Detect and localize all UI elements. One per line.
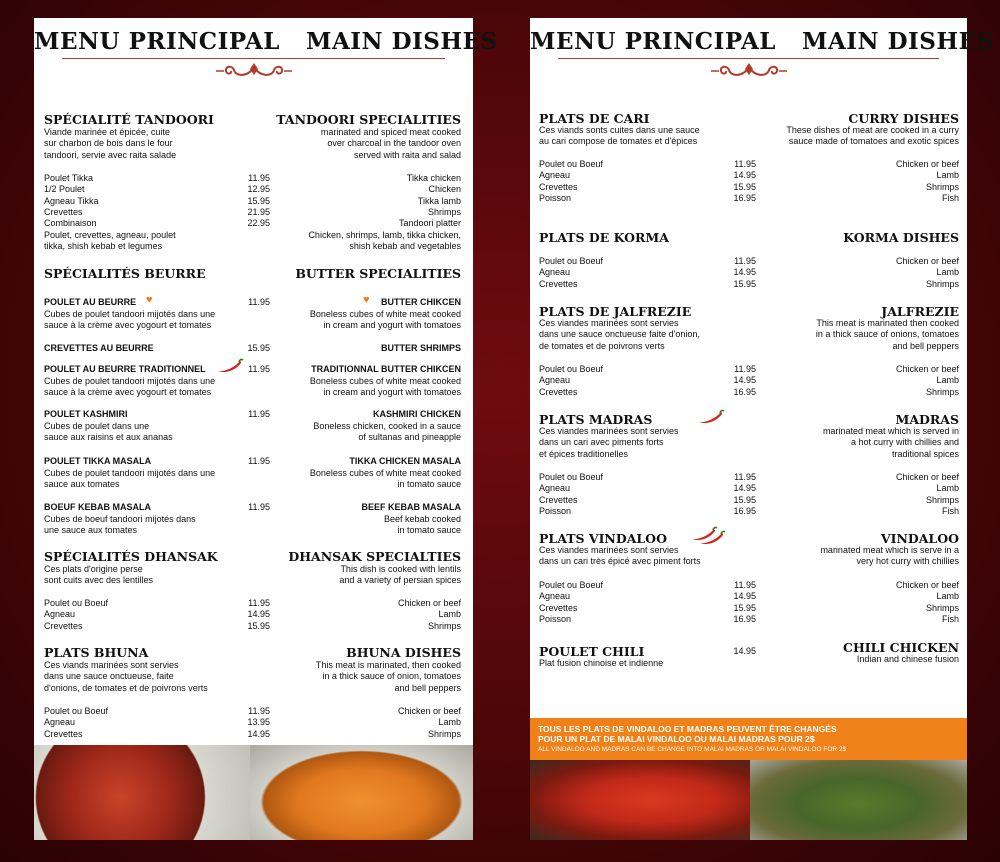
menu-item-en: Fish xyxy=(941,192,959,203)
menu-item-price: 11.95 xyxy=(248,598,270,608)
section-desc-fr: Ces viandes marinées sont servies xyxy=(539,545,679,555)
banner-line-3: ALL VINDALOO AND MADRAS CAN BE CHANGE INTO MALAI MADRAS OR MALAI VINDALOO FOR 2$ xyxy=(538,746,847,753)
menu-item-price: 13.95 xyxy=(247,717,270,728)
dish-desc-en: Boneless cubes of white meat cooked xyxy=(309,375,461,386)
dish-price: 11.95 xyxy=(248,456,270,466)
banner-line-1: TOUS LES PLATS DE VINDALOO ET MADRAS PEUVENT ÊTRE CHANGÉS xyxy=(538,724,837,734)
menu-item-price: 11.95 xyxy=(734,159,756,169)
dish-desc-en: in tomato sauce xyxy=(397,478,461,489)
dish-desc-fr: Cubes de poulet tandoori mijotés dans une xyxy=(44,308,216,319)
menu-item-fr: Poulet Tikka xyxy=(44,173,94,183)
menu-item-fr: Combinaison xyxy=(44,218,97,229)
menu-item-en: Chicken, shrimps, lamb, tikka chicken, xyxy=(308,229,461,240)
menu-item-en: Shrimps xyxy=(427,206,461,217)
menu-item-en: Chicken or beef xyxy=(397,706,461,716)
section-desc-fr: Viande marinée et épicée, cuite xyxy=(44,127,170,137)
menu-item-price: 11.95 xyxy=(734,472,756,482)
menu-item-price: 14.95 xyxy=(733,170,756,181)
menu-item-fr: Agneau xyxy=(539,591,571,602)
menu-item-en: Shrimps xyxy=(925,494,959,505)
heart-icon: ♥ xyxy=(363,294,370,306)
dish-desc-fr: sauce aux tomates xyxy=(44,478,120,489)
section-desc-en: and a variety of persian spices xyxy=(339,575,461,586)
menu-item-price: 15.95 xyxy=(733,181,756,192)
dish-desc-fr: Cubes de poulet tandoori mijotés dans une xyxy=(44,375,216,386)
dish-name-fr: POULET TIKKA MASALA xyxy=(44,456,152,466)
menu-item-price: 11.95 xyxy=(734,256,756,266)
menu-item-fr: Agneau xyxy=(44,609,76,620)
menu-item-en: Shrimps xyxy=(427,620,461,631)
dish-desc-fr: une sauce aux tomates xyxy=(44,524,138,535)
section-desc-en: marinated and spiced meat cooked xyxy=(320,127,461,137)
section-title-fr: PLATS BHUNA xyxy=(44,645,149,660)
food-photo-strip xyxy=(530,760,967,840)
menu-item-en: Lamb xyxy=(936,591,959,602)
section-desc-fr: dans un cari très épicé avec piment forts xyxy=(539,556,701,567)
header-rule xyxy=(62,58,445,59)
menu-item-en: Chicken or beef xyxy=(895,159,959,169)
menu-item-fr: Poisson xyxy=(539,613,572,624)
menu-item-fr: Poulet ou Boeuf xyxy=(539,364,604,374)
section-desc-en: marinated meat which is served in xyxy=(822,426,959,436)
section-desc-en: and bell peppers xyxy=(394,682,461,693)
section-desc-fr: Ces viands sonts cuites dans une sauce xyxy=(539,125,700,135)
menu-item-en: Fish xyxy=(941,505,959,516)
menu-item-fr: Poisson xyxy=(539,505,572,516)
menu-item-en: Shrimps xyxy=(925,386,959,397)
section-desc-en: sauce made of tomatoes and exotic spices xyxy=(788,136,959,147)
dish-price: 14.95 xyxy=(733,646,756,656)
dish-name-en: KASHMIRI CHICKEN xyxy=(372,409,461,419)
menu-item-price: 14.95 xyxy=(247,728,270,739)
section-title-en: MADRAS xyxy=(895,412,959,427)
section-desc-fr: Ces viandes marinées sont servies xyxy=(539,318,679,328)
menu-item-fr: Poulet ou Boeuf xyxy=(539,256,604,266)
dish-name-en: BUTTER CHIKCEN xyxy=(381,297,461,307)
section-desc-en: This meat is marinated, then cooked xyxy=(315,660,461,670)
menu-item-en: Lamb xyxy=(438,717,461,728)
menu-item-price: 14.95 xyxy=(733,375,756,386)
dish-price: 15.95 xyxy=(247,343,270,353)
menu-panel-right xyxy=(530,18,994,840)
menu-item-price: 15.95 xyxy=(733,494,756,505)
dish-name-fr: CREVETTES AU BEURRE xyxy=(44,343,154,353)
dish-desc-fr: Cubes de poulet tandoori mijotés dans une xyxy=(44,467,216,478)
section-desc-en: in a thick sauce of onion, tomatoes xyxy=(322,671,461,682)
section-desc-fr: au cari compose de tomates et d'épices xyxy=(539,136,698,147)
menu-item-en: Shrimps xyxy=(925,278,959,289)
scroll-ornament-icon xyxy=(214,61,294,83)
menu-item-fr: Agneau Tikka xyxy=(44,195,99,206)
section-desc-fr: Ces viandes marinées sont servies xyxy=(539,426,679,436)
food-photo-strip xyxy=(34,745,473,840)
section-desc-fr: Ces plats d'origine perse xyxy=(44,564,143,574)
menu-item-en: Fish xyxy=(941,613,959,624)
menu-item-fr: Poulet, crevettes, agneau, poulet xyxy=(44,229,176,240)
dish-desc-en: Boneless cubes of white meat cooked xyxy=(309,308,461,319)
menu-item-en: Shrimps xyxy=(925,602,959,613)
section-title-en: BHUNA DISHES xyxy=(346,645,461,660)
header-fr: MENU PRINCIPAL xyxy=(34,28,280,55)
scroll-ornament-icon xyxy=(709,61,789,83)
menu-item-price: 14.95 xyxy=(733,267,756,278)
menu-item-fr: Crevettes xyxy=(539,278,578,289)
dish-name-en: BEEF KEBAB MASALA xyxy=(361,502,461,512)
menu-item-fr: Crevettes xyxy=(539,181,578,192)
saag-photo xyxy=(750,760,967,840)
menu-item-price: 22.95 xyxy=(247,218,270,229)
section-desc-fr: Plat fusion chinoise et indienne xyxy=(539,658,664,668)
menu-item-price: 15.95 xyxy=(247,195,270,206)
dish-name-en: BUTTER SHRIMPS xyxy=(380,343,461,353)
section-title-en: JALFREZIE xyxy=(881,304,959,319)
vindaloo-photo xyxy=(530,760,750,840)
menu-item-fr: Agneau xyxy=(539,483,571,494)
section-desc-fr: d'onions, de tomates et de poivrons verts xyxy=(44,682,208,693)
section-desc-fr: de tomates et de poivrons verts xyxy=(539,340,665,351)
menu-item-price: 15.95 xyxy=(733,278,756,289)
section-title-fr: PLATS MADRAS xyxy=(539,412,653,427)
menu-item-en: Tikka chicken xyxy=(406,173,461,183)
menu-item-fr: Poulet ou Boeuf xyxy=(44,598,109,608)
menu-item-en: Lamb xyxy=(936,375,959,386)
header-rule xyxy=(558,58,939,59)
tandoori-chicken-photo xyxy=(34,745,250,840)
dish-name-en: TRADITIONNAL BUTTER CHIKCEN xyxy=(311,364,461,374)
menu-item-en: Chicken or beef xyxy=(895,472,959,482)
menu-item-en: Chicken or beef xyxy=(895,256,959,266)
section-title-en: CHILI CHICKEN xyxy=(843,640,959,655)
menu-item-en: Chicken or beef xyxy=(397,598,461,608)
section-title-fr: PLATS DE JALFREZIE xyxy=(539,304,692,319)
menu-item-en: Chicken xyxy=(428,184,461,195)
section-desc-en: traditional spices xyxy=(891,448,959,459)
menu-item-en: Lamb xyxy=(438,609,461,620)
menu-item-fr: Poulet ou Boeuf xyxy=(539,580,604,590)
dish-desc-en: in tomato sauce xyxy=(397,524,461,535)
menu-item-fr: Agneau xyxy=(539,170,571,181)
chili-pepper-icon xyxy=(696,530,726,546)
section-title-fr: SPÉCIALITÉ TANDOORI xyxy=(44,112,214,127)
menu-header xyxy=(530,28,994,55)
chili-pepper-icon xyxy=(214,358,244,374)
menu-header xyxy=(34,28,498,55)
section-desc-en: in a thick sauce of onions, tomatoes xyxy=(815,329,959,340)
dish-desc-en: Boneless cubes of white meat cooked xyxy=(309,467,461,478)
dish-name-en: TIKKA CHICKEN MASALA xyxy=(349,456,461,466)
section-desc-en: This dish is cooked with lentils xyxy=(340,564,461,574)
section-title-en: KORMA DISHES xyxy=(843,230,959,245)
dish-desc-en: in cream and yogurt with tomatoes xyxy=(323,386,461,397)
section-desc-en: a hot curry with chillies and xyxy=(850,437,959,448)
dish-price: 11.95 xyxy=(248,502,270,512)
section-desc-en: Indian and chinese fusion xyxy=(856,654,959,664)
section-desc-en: served with raita and salad xyxy=(353,149,461,160)
header-en: MAIN DISHES xyxy=(801,28,994,55)
dish-price: 11.95 xyxy=(248,364,270,374)
menu-item-fr: tikka, shish kebab et legumes xyxy=(44,240,163,251)
menu-item-fr: Poulet ou Boeuf xyxy=(44,706,109,716)
dish-name-fr: POULET AU BEURRE TRADITIONNEL xyxy=(44,364,206,374)
section-desc-en: and bell peppers xyxy=(892,340,959,351)
dish-desc-fr: sauce à la crème avec yogourt et tomates xyxy=(44,386,212,397)
vindaloo-madras-banner xyxy=(530,718,967,760)
dish-desc-en: of sultanas and pineapple xyxy=(358,431,461,442)
heart-icon: ♥ xyxy=(146,294,153,306)
menu-item-en: Chicken or beef xyxy=(895,364,959,374)
menu-item-fr: Poulet ou Boeuf xyxy=(539,472,604,482)
dish-desc-en: Beef kebab cooked xyxy=(383,513,461,524)
menu-item-fr: Agneau xyxy=(539,375,571,386)
menu-item-en: Lamb xyxy=(936,267,959,278)
menu-item-en: Shrimps xyxy=(925,181,959,192)
section-desc-fr: tandoori, servie avec raita salade xyxy=(44,149,177,160)
dish-desc-fr: sauce aux raisins et aux ananas xyxy=(44,431,173,442)
menu-item-en: Lamb xyxy=(936,170,959,181)
dish-name-fr: BOEUF KEBAB MASALA xyxy=(44,502,151,512)
section-title-en: DHANSAK SPECIALTIES xyxy=(288,549,461,564)
section-title-en: BUTTER SPECIALITIES xyxy=(295,266,461,281)
menu-item-fr: Crevettes xyxy=(44,206,83,217)
section-desc-en: These dishes of meat are cooked in a curry xyxy=(786,125,959,135)
section-desc-fr: dans une sauce onctueuse faite d'onion, xyxy=(539,329,700,340)
menu-item-price: 11.95 xyxy=(248,173,270,183)
butter-chicken-photo xyxy=(250,745,473,840)
menu-item-fr: Crevettes xyxy=(539,602,578,613)
dish-name-fr: POULET KASHMIRI xyxy=(44,409,128,419)
section-desc-en: marinated meat which is serve in a xyxy=(820,545,959,555)
menu-item-en: Lamb xyxy=(936,483,959,494)
section-title-fr: PLATS VINDALOO xyxy=(539,531,667,546)
menu-item-price: 15.95 xyxy=(733,602,756,613)
chili-pepper-icon xyxy=(695,409,725,425)
dish-price: 11.95 xyxy=(248,409,270,419)
section-title-en: VINDALOO xyxy=(880,531,959,546)
dish-desc-en: Boneless chicken, cooked in a sauce xyxy=(313,420,461,431)
section-desc-fr: dans une sauce onctueuse, faite xyxy=(44,671,174,682)
menu-item-price: 11.95 xyxy=(248,706,270,716)
dish-name-fr: POULET AU BEURRE xyxy=(44,297,137,307)
dish-desc-en: in cream and yogurt with tomatoes xyxy=(323,319,461,330)
menu-panel-left xyxy=(34,18,498,840)
menu-item-price: 16.95 xyxy=(733,386,756,397)
section-title-en: TANDOORI SPECIALITIES xyxy=(276,112,461,127)
section-desc-en: This meat is marinated then cooked xyxy=(816,318,959,328)
dish-price: 11.95 xyxy=(248,297,270,307)
section-desc-fr: et épices traditionelles xyxy=(539,448,629,459)
section-desc-fr: sur charbon de bois dans le four xyxy=(44,138,173,149)
menu-item-price: 16.95 xyxy=(733,505,756,516)
dish-desc-fr: sauce à la crème avec yogourt et tomates xyxy=(44,319,212,330)
menu-item-price: 14.95 xyxy=(733,483,756,494)
section-desc-fr: sont cuits avec des lentilles xyxy=(44,575,154,586)
section-desc-en: very hot curry with chillies xyxy=(856,556,959,567)
menu-item-price: 15.95 xyxy=(247,620,270,631)
menu-item-price: 14.95 xyxy=(247,609,270,620)
section-title-fr: PLATS DE CARI xyxy=(539,111,650,126)
menu-item-fr: 1/2 Poulet xyxy=(44,184,85,195)
menu-item-en: Chicken or beef xyxy=(895,580,959,590)
menu-item-price: 11.95 xyxy=(734,580,756,590)
menu-item-price: 12.95 xyxy=(247,184,270,195)
menu-item-fr: Poisson xyxy=(539,192,572,203)
section-title-fr: SPÉCIALITÉS DHANSAK xyxy=(44,549,218,564)
menu-item-price: 14.95 xyxy=(733,591,756,602)
section-desc-fr: Ces viands marinées sont servies xyxy=(44,660,179,670)
header-en: MAIN DISHES xyxy=(305,28,498,55)
menu-item-fr: Crevettes xyxy=(539,386,578,397)
section-title-fr: POULET CHILI xyxy=(539,644,645,659)
menu-item-fr: Poulet ou Boeuf xyxy=(539,159,604,169)
menu-item-fr: Crevettes xyxy=(539,494,578,505)
section-title-fr: SPÉCIALITÉS BEURRE xyxy=(44,266,206,281)
menu-item-en: Shrimps xyxy=(427,728,461,739)
menu-item-fr: Crevettes xyxy=(44,728,83,739)
section-title-fr: PLATS DE KORMA xyxy=(539,230,669,245)
menu-item-en: Tandoori platter xyxy=(398,218,461,229)
menu-item-price: 21.95 xyxy=(247,206,270,217)
menu-item-price: 16.95 xyxy=(733,613,756,624)
dish-desc-fr: Cubes de poulet dans une xyxy=(44,420,150,431)
menu-item-fr: Agneau xyxy=(539,267,571,278)
menu-item-price: 11.95 xyxy=(734,364,756,374)
menu-item-en: shish kebab and vegetables xyxy=(349,240,461,251)
section-title-en: CURRY DISHES xyxy=(848,111,959,126)
banner-line-2: POUR UN PLAT DE MALAI VINDALOO OU MALAI MADRAS POUR 2$ xyxy=(538,734,815,744)
header-fr: MENU PRINCIPAL xyxy=(530,28,776,55)
menu-item-price: 16.95 xyxy=(733,192,756,203)
menu-item-en: Tikka lamb xyxy=(417,195,461,206)
menu-item-fr: Agneau xyxy=(44,717,76,728)
dish-desc-fr: Cubes de boeuf tandoori mijotés dans xyxy=(44,513,196,524)
section-desc-fr: dans un cari avec piments forts xyxy=(539,437,664,448)
section-desc-en: over charcoal in the tandoor oven xyxy=(327,138,461,149)
menu-item-fr: Crevettes xyxy=(44,620,83,631)
